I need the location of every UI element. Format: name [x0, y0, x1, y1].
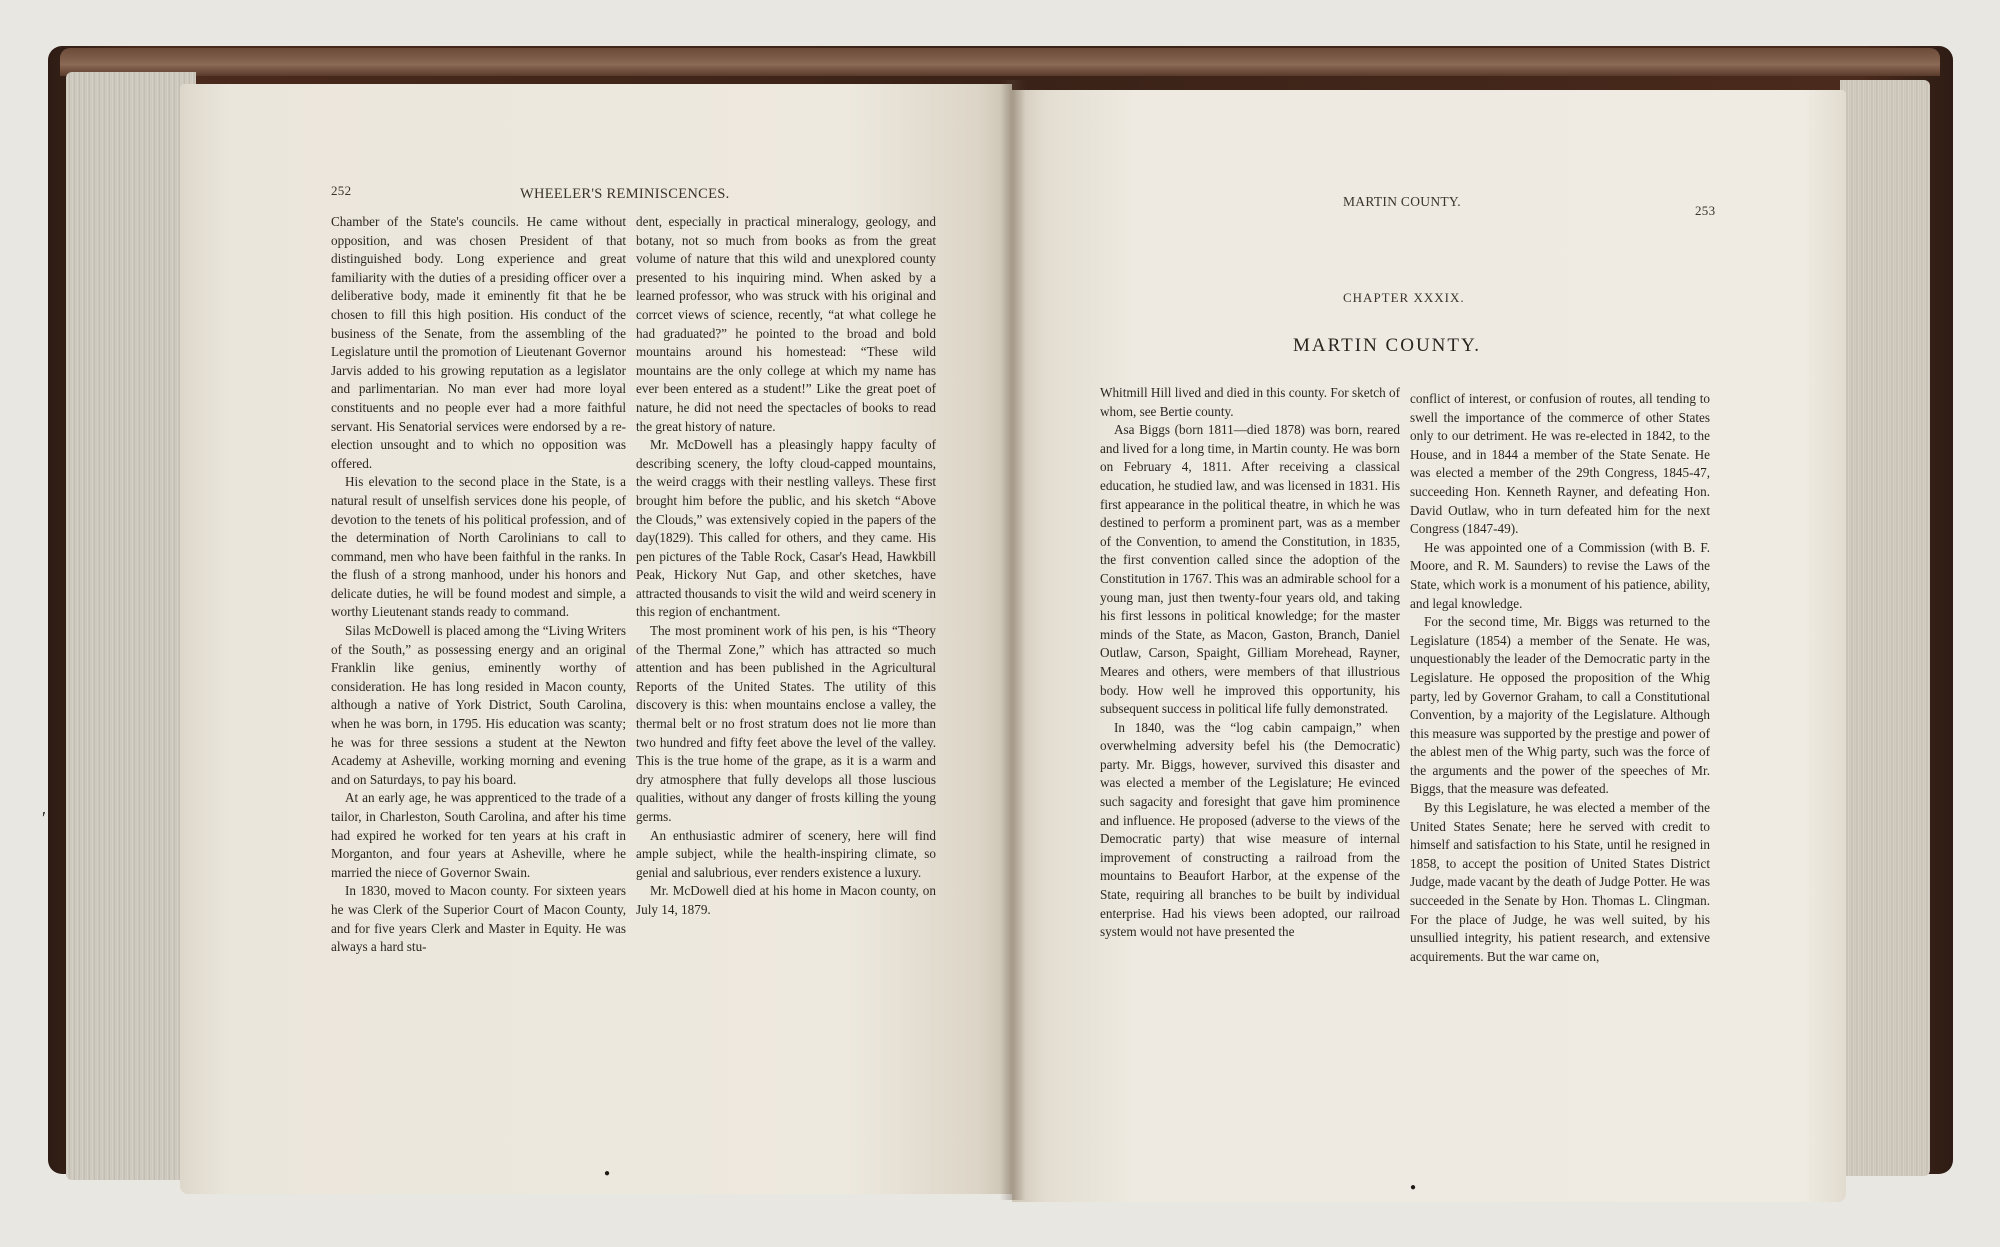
paragraph: Chamber of the State's councils. He came without opposition, and was chosen President of that distinguished body. Long experience and great familiarity with the duties of a presiding officer over a deliberative body, made it eminently fit that he be chosen to fill this high position. His conduct of the business of the Senate, from the assembling of the Legislature until the promotion of Lieutenant Governor Jarvis added to his growing reputation as a legislator and parlimentarian. No man ever had more loyal constituents and no people ever had a more faithful servant. His Senatorial services were endorsed by a re-election unsought and to which no opposition was offered. [331, 214, 626, 471]
paragraph: Silas McDowell is placed among the “Living Writers of the South,” as possessing energy and an original Franklin like genius, eminently worthy of consideration. He has long resided in Macon county, although a native of York District, South Carolina, when he was born, in 1795. His education was scanty; he was for three sessions a student at the Newton Academy at Asheville, working morning and evening and on Saturdays, to pay his board. [331, 623, 626, 787]
paragraph: In 1840, was the “log cabin campaign,” when overwhelming adversity befel his (the Democratic) party. Mr. Biggs, however, survived this disaster and was elected a member of the Legislature; He evinced such sagacity and foresight that gave him prominence and influence. He proposed (adverse to the views of the Democratic party) that wise measure of internal improvement of constructing a railroad from the mountains to Beaufort Harbor, at the expense of the State, requiring all branches to be built by individual enterprise. Had his views been adopted, our railroad system would not have presented the [1100, 719, 1400, 940]
left-page-column-2 [636, 213, 936, 920]
right-page-column-2 [1410, 390, 1710, 966]
paragraph: dent, especially in practical mineralogy, geology, and botany, not so much from books as from the great volume of nature that this wild and unexplored county presented to his inquiring mind. When asked by a learned professor, who was struck with his original and corrcet views of science, recently, “at what college he had graduated?” he pointed to the broad and bold mountains around his homestead: “These wild mountains are the only college at which my name has ever been entered as a student!” Like the great poet of nature, he did not need the spectacles of books to read the great history of nature. [636, 214, 936, 434]
paragraph: He was appointed one of a Commission (with B. F. Moore, and R. M. Saunders) to revise the Laws of the State, which work is a monument of his patience, ability, and legal knowledge. [1410, 539, 1710, 611]
right-page-column-1 [1100, 384, 1400, 942]
paragraph: Mr. McDowell died at his home in Macon county, on July 14, 1879. [636, 883, 936, 917]
page-dot: ● [1410, 1182, 1417, 1193]
paragraph: Whitmill Hill lived and died in this county. For sketch of whom, see Bertie county. [1100, 385, 1400, 419]
book-gutter [1000, 80, 1026, 1200]
paragraph: By this Legislature, he was elected a member of the United States Senate; here he served with credit to himself and satisfaction to his State, until he resigned in 1858, to accept the position of United States District Judge, made vacant by the death of Judge Potter. He was succeeded in the Senate by Hon. Thomas L. Clingman. For the place of Judge, he was well suited, by his unsullied integrity, his patient research, and extensive acquirements. But the war came on, [1410, 800, 1710, 964]
chapter-title: MARTIN COUNTY. [1293, 335, 1482, 356]
left-page-edges [66, 72, 196, 1180]
page-dot: ● [604, 1168, 611, 1179]
left-page-number: 252 [331, 183, 352, 198]
right-page-edges [1840, 80, 1930, 1176]
paragraph: The most prominent work of his pen, is his “Theory of the Thermal Zone,” which has attracted so much attention and has been published in the Agricultural Reports of the United States. The utility of this discovery is this: when mountains enclose a valley, the thermal belt or no frost stratum does not lie more than two hundred and fifty feet above the level of the valley. This is the true home of the grape, as it is a warm and dry atmosphere that fully develops all those luscious qualities, without any danger of frosts killing the young germs. [636, 623, 936, 824]
paragraph: conflict of interest, or confusion of routes, all tending to swell the importance of the commerce of other States only to our detriment. He was re-elected in 1842, to the House, and in 1844 a member of the State Senate. He was elected a member of the 29th Congress, 1845-47, succeeding Hon. Kenneth Rayner, and defeating Hon. David Outlaw, who in turn defeated him for the next Congress (1847-49). [1410, 391, 1710, 537]
paragraph: His elevation to the second place in the State, is a natural result of unselfish services done his people, of devotion to the tenets of his political profession, and of the determination of North Carolinians to call to command, men who have been faithful in the ranks. In the flush of a strong manhood, under his honors and delicate duties, he will be found modest and simple, a worthy Lieutenant stands ready to command. [331, 474, 626, 620]
chapter-label: CHAPTER XXXIX. [1343, 290, 1465, 305]
margin-mark: ′ [42, 808, 46, 828]
right-running-head: MARTIN COUNTY. [1343, 194, 1461, 209]
right-page-number: 253 [1695, 203, 1716, 218]
paragraph: In 1830, moved to Macon county. For sixteen years he was Clerk of the Superior Court of Macon County, and for five years Clerk and Master in Equity. He was always a hard stu- [331, 883, 626, 955]
left-running-head: WHEELER'S REMINISCENCES. [520, 186, 730, 202]
paragraph: Mr. McDowell has a pleasingly happy faculty of describing scenery, the lofty cloud-capped mountains, the weird craggs with their nestling valleys. These first brought him before the public, and his sketch “Above the Clouds,” was extensively copied in the papers of the day(1829). This called for others, and they came. His pen pictures of the Table Rock, Casar's Head, Hawkbill Peak, Hickory Nut Gap, and other sketches, have attracted thousands to visit the wild and weird scenery in this region of enchantment. [636, 437, 936, 620]
paragraph: At an early age, he was apprenticed to the trade of a tailor, in Charleston, South Carolina, and after his time had expired he worked for ten years at his craft in Morganton, and four years at Asheville, where he married the niece of Governor Swain. [331, 790, 626, 880]
paragraph: Asa Biggs (born 1811—died 1878) was born, reared and lived for a long time, in Martin county. He was born on February 4, 1811. After receiving a classical education, he studied law, and was licensed in 1831. His first appearance in the political theatre, in which he was destined to perform a prominent part, was as a member of the Convention, to amend the Constitution, in 1835, the first convention called since the adoption of the Constitution in 1767. This was an admirable school for a young man, just then twenty-four years old, and taking his first lessons in political knowledge; for the master minds of the State, as Macon, Gaston, Branch, Daniel Outlaw, Carson, Spaight, Gilliam Morehead, Rayner, Meares and others, were members of that illustrious body. How well he improved this opportunity, his subsequent success in political life fully demonstrated. [1100, 422, 1400, 717]
paragraph: For the second time, Mr. Biggs was returned to the Legislature (1854) a member of the Senate. He was, unquestionably the leader of the Democratic party in the Legislature. He opposed the proposition of the Whig party, led by Governor Graham, to call a Constitutional Convention, by a majority of the Legislature. Although this measure was supported by the prestige and power of the ablest men of the Whig party, such was the force of the arguments and the power of the speeches of Mr. Biggs, that the measure was defeated. [1410, 614, 1710, 797]
left-page-column-1 [331, 213, 626, 957]
paragraph: An enthusiastic admirer of scenery, here will find ample subject, while the health-inspiring climate, so genial and salubrious, ever renders existence a luxury. [636, 827, 936, 880]
book-spine [60, 48, 1940, 76]
